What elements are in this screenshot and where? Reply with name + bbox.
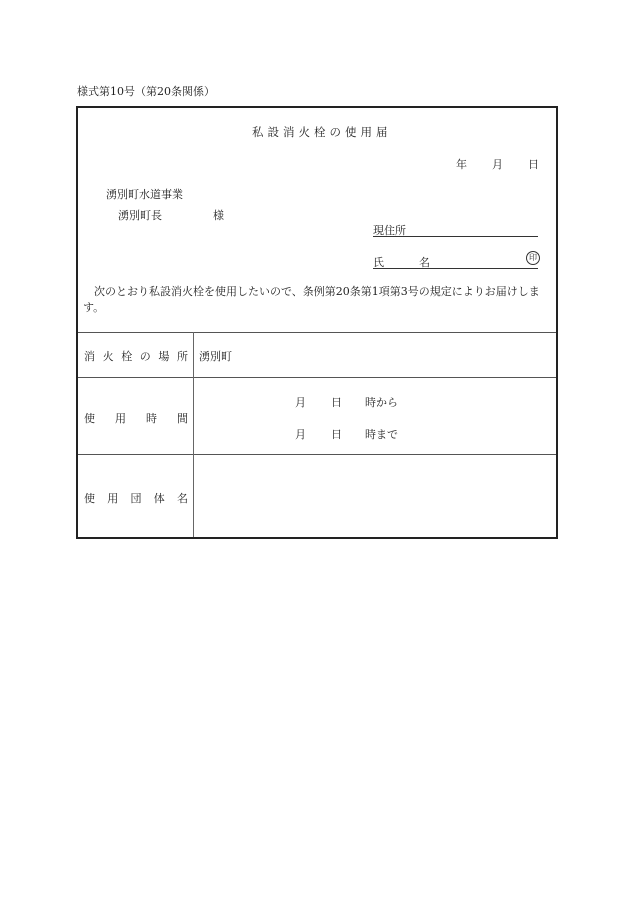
row-divider bbox=[78, 377, 556, 378]
row-divider bbox=[78, 454, 556, 455]
addressee-org: 湧別町水道事業 bbox=[106, 188, 183, 201]
hydrant-location-value[interactable]: 湧別町 bbox=[199, 350, 232, 363]
seal-icon: 印 bbox=[526, 251, 540, 265]
year-label: 年 bbox=[456, 158, 467, 171]
hydrant-location-label: 消 火 栓 の 場 所 bbox=[84, 350, 188, 363]
day-label: 日 bbox=[528, 158, 539, 171]
form-frame bbox=[76, 106, 558, 539]
name-field[interactable] bbox=[373, 268, 538, 269]
form-number-label: 様式第10号（第20条関係） bbox=[77, 85, 215, 98]
request-statement: 次のとおり私設消火栓を使用したいので、条例第20条第1項第3号の規定によりお届けします。 bbox=[83, 285, 540, 314]
addressee-honorific: 様 bbox=[213, 209, 224, 222]
month-label: 月 bbox=[492, 158, 503, 171]
address-field[interactable] bbox=[373, 236, 538, 237]
usage-time-label: 使 用 時 間 bbox=[84, 412, 188, 425]
column-divider bbox=[193, 332, 194, 537]
organization-name-value[interactable] bbox=[199, 490, 549, 504]
name-label: 氏 名 bbox=[373, 256, 442, 269]
document-title: 私設消火栓の使用届 bbox=[252, 125, 392, 139]
organization-name-label: 使 用 団 体 名 bbox=[84, 492, 188, 505]
addressee-title: 湧別町長 bbox=[118, 209, 162, 222]
row-divider bbox=[78, 332, 556, 333]
address-label: 現住所 bbox=[373, 224, 406, 237]
